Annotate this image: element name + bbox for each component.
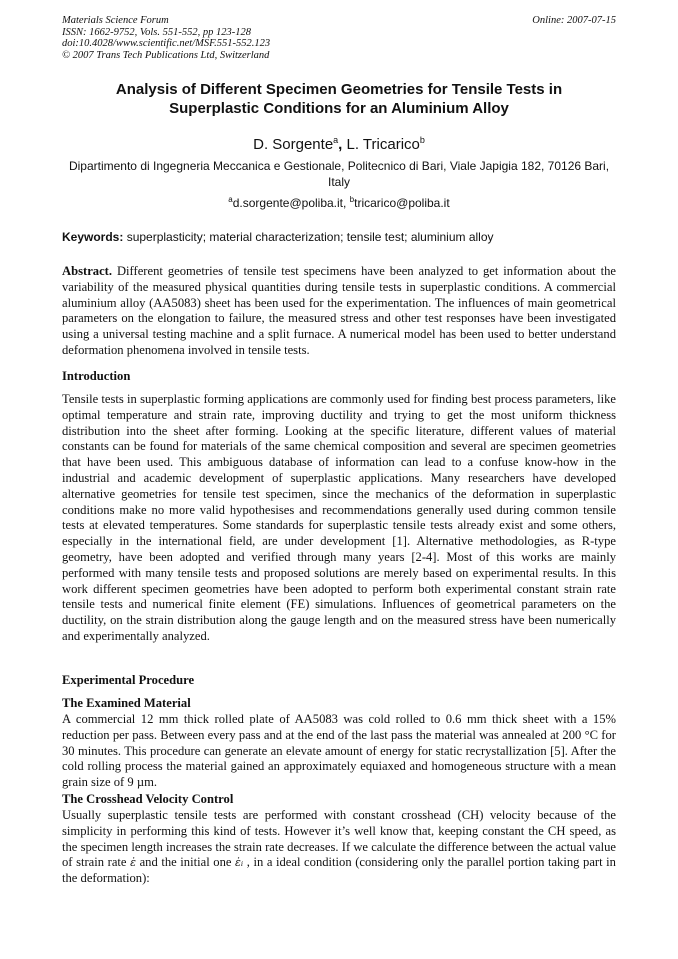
journal-info [62,15,270,61]
email-sorgente[interactable]: d.sorgente@poliba.it, [232,196,350,210]
strain-rate-symbol: ε̇ [130,856,136,870]
author-sup-b: b [419,135,425,145]
author-line [70,131,608,154]
author-separator: , [338,136,347,153]
online-date: Online: 2007-07-15 [532,15,616,26]
email-sup-b: b [349,195,355,204]
crosshead-text-part1: Usually superplastic tensile tests are performed with constant crosshead (CH) velocity because of the simplicity in performing this kind of tests. However it’s well know that, keeping constant the CH speed, as the specimen length increases the strain rate decreases. If we calculate the difference between the actual value of strain rate [62,808,616,870]
journal-header [62,15,616,61]
introduction-text: Tensile tests in superplastic forming applications are commonly used for finding best process parameters, like optimal temperature and strain rate, improving ductility and trying to get the most uniform thickness distribution into the sheet after forming. Looking at the specific literature, different values of material constants can be found for materials of the same chemical composition and several are specimen geometries that have been used. This ambiguous database of information can lead to a confuse know-how in the industrial and academic development of superplastic applications. Many researchers have developed alternative geometries for tensile test specimen, since the mechanics of the deformation in superplastic conditions make no more valid hypothesises and recommendations generally used during common tensile tests at elevated temperatures. Some standards for superplastic tensile tests already exist and some others, especially in the international field, are under development [1]. Alternative methodologies, as R-type geometry, have been adopted and verified through many years [2-4]. Most of this works are mainly performed with many tensile tests and proposed solutions are merely based on experimental results. In this work different specimen geometries have been adopted to perform both experimental constant strain rate tensile tests and numerical finite element (FE) simulations. Influences of geometrical parameters on the ductility, on the strain distribution along the gauge length and on the measured stress have been numerically and experimentally analyzed. [62,392,616,643]
crosshead-text-part2: and the initial one [136,855,236,870]
email-tricarico[interactable]: tricarico@poliba.it [354,196,450,210]
journal-name: Materials Science Forum [62,15,169,26]
introduction-heading: Introduction [62,369,131,383]
paper-title: Analysis of Different Specimen Geometries for Tensile Tests in Superplastic Conditions for an Aluminium Alloy [115,81,563,117]
crosshead-text-part3: , in a ideal condition (considering only the parallel portion taking part in the deformation): [62,855,616,886]
email-line [64,193,614,210]
copyright-line: © 2007 Trans Tech Publications Ltd, Switzerland [62,49,270,61]
author-tricarico: L. Tricarico [346,136,420,153]
keywords-label: Keywords: [62,230,124,244]
experimental-heading: Experimental Procedure [62,673,195,687]
doi-line: doi:10.4028/www.scientific.net/MSF.551-552.123 [62,38,271,50]
material-text: A commercial 12 mm thick rolled plate of AA5083 was cold rolled to 0.6 mm thick sheet with a 15% reduction per pass. Between every pass and at the end of the last pass the material was annealed at 200 °C for 30 minutes. This procedure can generate an elevate amount of energy for static recrystallization [5]. After the cold rolling process the material gained an approximately equiaxed and homogeneous structure with a mean grain size of 9 µm. [62,712,616,790]
abstract [62,264,616,359]
keywords-text: superplasticity; material characterization; tensile test; aluminium alloy [123,230,494,244]
initial-strain-rate-symbol: ε̇ᵢ [235,856,244,870]
author-sorgente: D. Sorgente [253,136,334,153]
material-subheading: The Examined Material [62,696,191,710]
keywords [62,230,616,245]
affiliation: Dipartimento di Ingegneria Meccanica e Gestionale, Politecnico di Bari, Viale Japigia 182, 70126 Bari, Italy [68,159,610,189]
email-sup-a: a [228,195,233,204]
author-sup-a: a [333,135,339,145]
crosshead-subheading: The Crosshead Velocity Control [62,792,234,806]
issn-line: ISSN: 1662-9752, Vols. 551-552, pp 123-128 [62,26,251,38]
abstract-text: Different geometries of tensile test specimens have been analyzed to get information about the variability of the measured physical quantities during tensile tests in superplastic conditions. A commercial aluminium alloy (AA5083) sheet has been used for the experimentation. The influences of main geometrical parameters on the elongation to failure, the measured stress and other test responses have been investigated using a universal testing machine and a split furnace. A numerical model has been used to better understand deformation phenomena involved in tensile tests. [62,264,616,357]
crosshead-text [62,808,616,887]
abstract-label: Abstract. [62,264,113,278]
